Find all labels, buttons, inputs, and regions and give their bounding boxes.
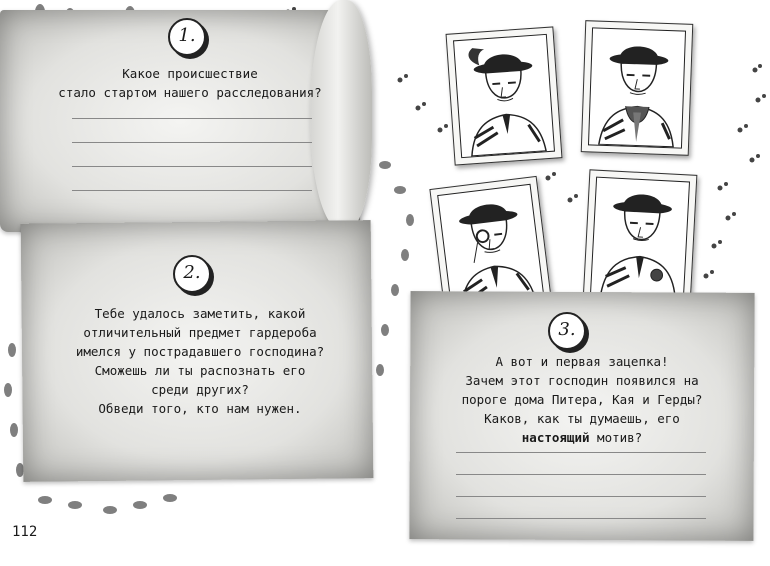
page-number: 112 xyxy=(12,524,38,540)
question-3-line: пороге дома Питера, Кая и Герды? xyxy=(461,392,703,407)
question-3-line: А вот и первая зацепка! xyxy=(495,354,669,369)
answer-line[interactable] xyxy=(456,452,706,453)
portrait-4[interactable] xyxy=(583,169,698,306)
portrait-1[interactable] xyxy=(446,26,563,165)
question-2-text xyxy=(30,304,370,418)
question-number-1: 1. xyxy=(168,18,206,56)
question-1-line: стало стартом нашего расследования? xyxy=(58,85,322,100)
question-number-3: 3. xyxy=(548,312,586,350)
question-3-last-line xyxy=(412,428,752,447)
question-3-line: Каков, как ты думаешь, его xyxy=(484,411,680,426)
question-3-last-rest: мотив? xyxy=(589,430,643,445)
answer-line[interactable] xyxy=(72,190,312,191)
emphasis-word: настоящий xyxy=(521,430,590,445)
portrait-2[interactable] xyxy=(581,20,694,156)
paper-curl xyxy=(310,0,372,230)
question-2-line: имелся у пострадавшего господина? xyxy=(75,344,325,359)
answer-line[interactable] xyxy=(456,496,706,497)
answer-line[interactable] xyxy=(72,118,312,119)
question-2-line: Тебе удалось заметить, какой xyxy=(94,306,306,321)
question-2-line: среди других? xyxy=(151,382,249,397)
man-with-bowler-hat-and-boutonniere-icon xyxy=(591,178,689,299)
question-3-text xyxy=(412,352,752,447)
question-2-line: Обведи того, кто нам нужен. xyxy=(98,401,302,416)
question-2-line: Сможешь ли ты распознать его xyxy=(94,363,306,378)
man-with-feathered-bowler-hat-icon xyxy=(454,35,554,157)
question-1-text xyxy=(30,64,350,102)
question-number-2: 2. xyxy=(173,255,211,293)
answer-line[interactable] xyxy=(72,142,312,143)
man-with-bowler-hat-and-scarf-icon xyxy=(589,28,685,147)
question-1-line: Какое происшествие xyxy=(122,66,258,81)
question-3-line: Зачем этот господин появился на xyxy=(465,373,699,388)
question-2-line: отличительный предмет гардероба xyxy=(83,325,317,340)
answer-line[interactable] xyxy=(72,166,312,167)
answer-line[interactable] xyxy=(456,474,706,475)
answer-line[interactable] xyxy=(456,518,706,519)
